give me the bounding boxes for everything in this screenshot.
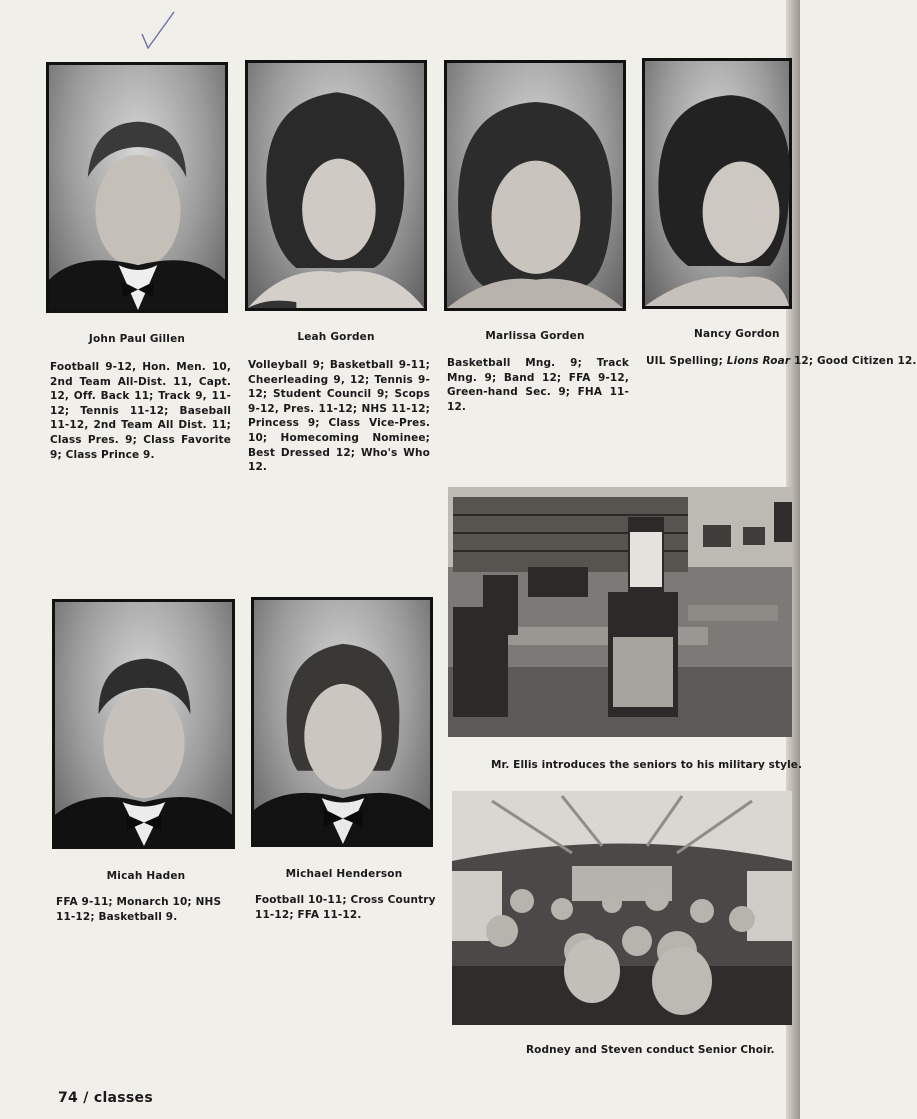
portrait-nancy-gordon xyxy=(642,58,792,309)
photo-caption: Rodney and Steven conduct Senior Choir. xyxy=(526,1044,775,1056)
bio-prefix: UIL Spelling; xyxy=(646,355,727,367)
portrait-micah-haden xyxy=(52,599,235,849)
senior-name: John Paul Gillen xyxy=(88,333,186,345)
photo-bus-choir xyxy=(452,791,792,1025)
photo-caption: Mr. Ellis introduces the seniors to his military style. xyxy=(491,759,803,771)
senior-name: Micah Haden xyxy=(106,870,186,882)
portrait-john-paul-gillen xyxy=(46,62,228,313)
senior-name: Marlissa Gorden xyxy=(485,330,585,342)
senior-bio: FFA 9-11; Monarch 10; NHS 11-12; Basketball 9. xyxy=(56,896,222,923)
portrait-marlissa-gorden xyxy=(444,60,626,311)
checkmark-icon xyxy=(140,10,176,50)
senior-bio xyxy=(646,354,917,369)
portrait-michael-henderson xyxy=(251,597,433,847)
page-folio: 74 / classes xyxy=(58,1090,153,1106)
senior-name: Michael Henderson xyxy=(285,868,403,880)
senior-name: Nancy Gordon xyxy=(694,328,780,340)
senior-name: Leah Gorden xyxy=(297,331,375,343)
portrait-leah-gorden xyxy=(245,60,427,311)
senior-bio: Football 10-11; Cross Country 11-12; FFA 11-12. xyxy=(255,894,436,921)
photo-library xyxy=(448,487,792,737)
senior-bio: Football 9-12, Hon. Men. 10, 2nd Team All-Dist. 11, Capt. 12, Off. Back 11; Track 9, 11-12; Tennis 11-12; Baseball 11-12, 2nd Team All Dist. 11; Class Pres. 9; Class Favorite 9; Class Prince 9. xyxy=(50,361,231,461)
bio-suffix: 12; Good Citizen 12. xyxy=(790,355,917,367)
bio-publication: Lions Roar xyxy=(726,355,791,367)
senior-bio: Volleyball 9; Basketball 9-11; Cheerleading 9, 12; Tennis 9-12; Student Council 9; Scops 9-12, Pres. 11-12; NHS 11-12; Princess 9; Class Vice-Pres. 10; Homecoming Nominee; Best Dressed 12; Who's Who 12. xyxy=(248,359,430,474)
senior-bio: Basketball Mng. 9; Track Mng. 9; Band 12; FFA 9-12, Green-hand Sec. 9; FHA 11-12. xyxy=(447,357,629,413)
